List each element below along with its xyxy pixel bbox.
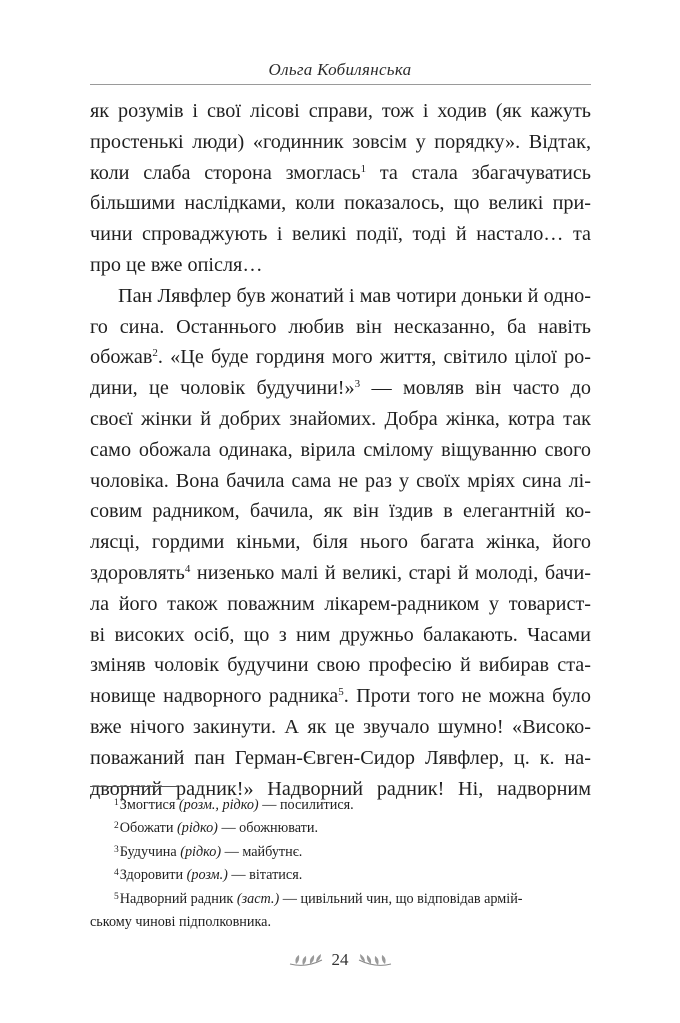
text-line: ві високих осіб, що з ним дружньо балакають. Часами — [90, 623, 591, 646]
text-line: новище надворного радника$^5$. Проти того не можна було — [90, 685, 591, 708]
text-line: дини, це чоловік будучини!»$^3$ — мовляв він часто до — [90, 377, 591, 400]
page-number: 24 — [331, 950, 349, 969]
text-line: поважаний пан Герман-Євген-Сидор Лявфлер, ц. к. на- — [90, 746, 591, 769]
text-line: совим радником, бачила, як він їздив в елегантній ко- — [90, 500, 591, 523]
text-line: дворний радник!» Надворний радник! Ні, надворним — [90, 777, 591, 800]
laurel-sprig-icon — [288, 950, 324, 970]
text-line: вже нічого закинути. А як це звучало шумно! «Високо- — [90, 715, 591, 738]
text-line: більшими наслідками, коли показалось, що великі при- — [90, 192, 591, 215]
footnote-ref[interactable]: 4 — [184, 562, 191, 575]
footnote-ref[interactable]: 5 — [338, 686, 344, 699]
body-text — [90, 96, 591, 804]
footnotes — [90, 794, 591, 934]
laurel-sprig-icon — [357, 950, 393, 970]
footnote: $^3$Будучина (рідко) — майбутнє. — [114, 843, 303, 860]
footnote: $^5$Надворний радник (заст.) — цивільний чин, що відповідав армій- — [114, 890, 523, 907]
text-line: го сина. Останнього любив він несказанно, ба навіть — [90, 315, 591, 338]
text-line: зміняв чоловік будучини свою професію й вибирав ста- — [90, 654, 591, 677]
footnote-continuation: ському чинові підполковника. — [90, 914, 271, 931]
running-head: Ольга Кобилянська — [268, 60, 412, 79]
text-line: здоровлять$^4$ низенько малі й великі, старі й молоді, бачи- — [90, 561, 591, 584]
text-line: про це вже опісля… — [90, 253, 263, 276]
footnote-ref[interactable]: 2 — [152, 347, 158, 360]
footnote: $^1$Змогтися (розм., рідко) — посилитися. — [114, 797, 354, 813]
text-line: само обожала одинака, вірила смілому віщуванню свого — [90, 438, 591, 461]
text-line: обожав$^2$. «Це буде гординя мого життя, світило цілої ро- — [90, 346, 591, 369]
text-line: ла його також поважним лікарем-радником у товарист- — [90, 592, 591, 615]
footnote-ref[interactable]: 1 — [360, 162, 367, 175]
footnote: $^2$Обожати (рідко) — обожнювати. — [114, 820, 318, 837]
footnote: $^4$Здоровити (розм.) — вітатися. — [114, 867, 303, 884]
text-line: як розумів і свої лісові справи, тож і ходив (як кажуть — [90, 100, 591, 122]
text-line: простенькі люди) «годинник зовсім у порядку». Відтак, — [90, 130, 591, 153]
text-line: чоловіка. Вона бачила сама не раз у своїх мріях сина лі- — [90, 469, 591, 492]
header-rule — [90, 84, 591, 85]
text-line: своєї жінки й добрих знайомих. Добра жінка, котра так — [90, 407, 591, 430]
footnote-rule — [90, 786, 178, 787]
folio — [0, 950, 680, 970]
footnote-ref[interactable]: 3 — [354, 378, 361, 391]
text-line: коли слаба сторона змоглась$^1$ та стала збагачуватись — [90, 161, 591, 184]
text-line: чини спроваджують і великі події, тоді й настало… та — [90, 223, 591, 246]
text-line: Пан Лявфлер був жонатий і мав чотири доньки й одно- — [118, 284, 591, 307]
text-line: лясці, гордими кіньми, біля нього багата жінка, його — [90, 531, 591, 554]
